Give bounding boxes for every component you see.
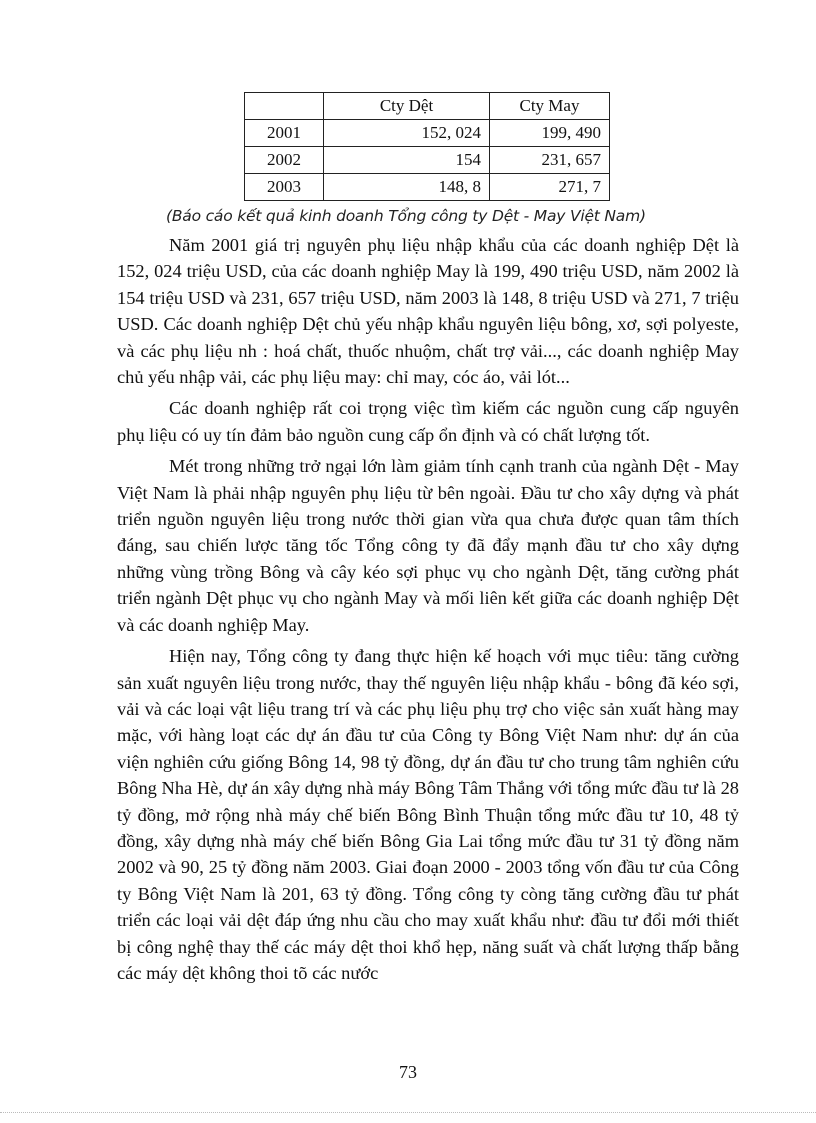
may-value-cell: 231, 657 [490, 147, 610, 174]
may-value-cell: 199, 490 [490, 120, 610, 147]
table-caption: (Báo cáo kết quả kinh doanh Tổng công ty Dệt - May Việt Nam) [166, 207, 646, 225]
det-value-cell: 154 [324, 147, 490, 174]
body-text [117, 232, 739, 986]
year-cell: 2002 [245, 147, 324, 174]
paragraph: Hiện nay, Tổng công ty đang thực hiện kế hoạch với mục tiêu: tăng cường sản xuất nguyên liệu trong nước, thay thế nguyên liệu nhập khẩu - bông đã kéo sợi, vải và các loại vật liệu trang trí và các phụ liệu phụ trợ cho việc sản xuất hàng may mặc, với hàng loạt các dự án đầu tư của Công ty Bông Việt Nam như: dự án của viện nghiên cứu giống Bông 14, 98 tỷ đồng, dự án đầu tư cho trung tâm nghiên cứu Bông Nha Hè, dự án xây dựng nhà máy Bông Tâm Thắng với tổng mức đầu tư là 28 tỷ đồng, mở rộng nhà máy chế biến Bông Bình Thuận tổng mức đầu tư 10, 48 tỷ đồng, xây dựng nhà máy chế biến Bông Gia Lai tổng mức đầu tư 31 tỷ đồng năm 2002 và 90, 25 tỷ đồng năm 2003. Giai đoạn 2000 - 2003 tổng vốn đầu tư của Công ty Bông Việt Nam là 201, 63 tỷ đồng. Tổng công ty còng tăng cường đầu tư phát triển các loại vải dệt đáp ứng nhu cầu cho may xuất khẩu như: đầu tư đổi mới thiết bị công nghệ thay thế các máy dệt thoi khổ hẹp, năng suất và chất lượng thấp bằng các máy dệt không thoi tõ các nước [117, 646, 739, 983]
table-header-cell: Cty Dệt [324, 93, 490, 120]
may-value-cell: 271, 7 [490, 174, 610, 201]
det-value-cell: 152, 024 [324, 120, 490, 147]
table-header-cell [245, 93, 324, 120]
table-row [245, 120, 610, 147]
page-bottom-divider [0, 1112, 816, 1113]
page-number: 73 [399, 1062, 417, 1082]
paragraph: Mét trong những trở ngại lớn làm giảm tính cạnh tranh của ngành Dệt - May Việt Nam là phải nhập nguyên phụ liệu từ bên ngoài. Đầu tư cho xây dựng và phát triển nguồn nguyên liệu trong nước thời gian vừa qua chưa được quan tâm thích đáng, sau chiến lược tăng tốc Tổng công ty đã đẩy mạnh đầu tư cho xây dựng những vùng trồng Bông và cây kéo sợi phục vụ cho ngành Dệt, tăng cường phát triển ngành Dệt phục vụ cho ngành May và mối liên kết giữa các doanh nghiệp Dệt và các doanh nghiệp May. [117, 456, 739, 635]
paragraph: Các doanh nghiệp rất coi trọng việc tìm kiếm các nguồn cung cấp nguyên phụ liệu có uy tín đảm bảo nguồn cung cấp ổn định và có chất lượng tốt. [117, 398, 739, 445]
table-header-cell: Cty May [490, 93, 610, 120]
year-cell: 2001 [245, 120, 324, 147]
table-row [245, 174, 610, 201]
year-cell: 2003 [245, 174, 324, 201]
det-value-cell: 148, 8 [324, 174, 490, 201]
import-value-table [244, 92, 610, 201]
table-row [245, 147, 610, 174]
paragraph: Năm 2001 giá trị nguyên phụ liệu nhập khẩu của các doanh nghiệp Dệt là 152, 024 triệu USD, của các doanh nghiệp May là 199, 490 triệu USD, năm 2002 là 154 triệu USD và 231, 657 triệu USD, năm 2003 là 148, 8 triệu USD và 271, 7 triệu USD. Các doanh nghiệp Dệt chủ yếu nhập khẩu nguyên liệu bông, xơ, sợi polyeste, và các phụ liệu nh : hoá chất, thuốc nhuộm, chất trợ vải..., các doanh nghiệp May chủ yếu nhập vải, các phụ liệu may: chỉ may, cóc áo, vải lót... [117, 235, 739, 388]
table-header-row [245, 93, 610, 120]
